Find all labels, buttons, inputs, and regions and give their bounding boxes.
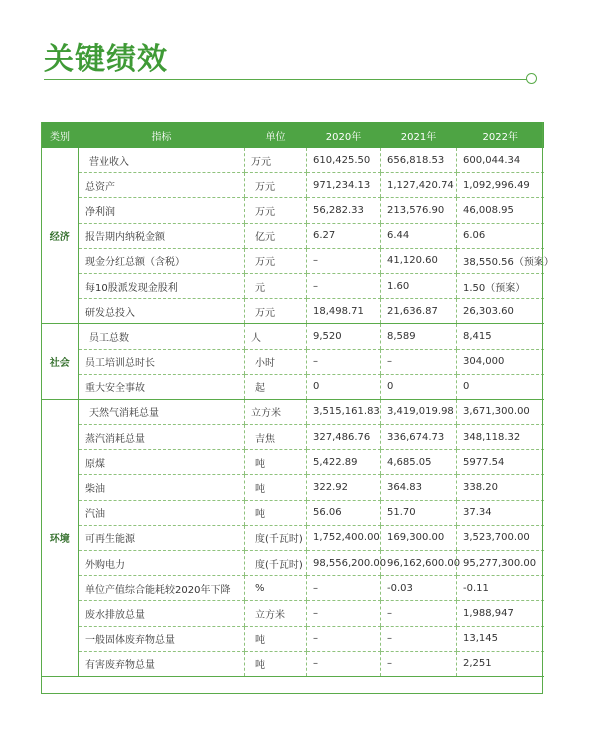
table-row [42, 651, 544, 676]
metric-cell: 天然气消耗总量 [79, 399, 245, 424]
value-2022-cell: 600,044.34 [457, 148, 544, 173]
metric-cell: 有害废弃物总量 [79, 651, 245, 676]
table-row [42, 248, 544, 273]
value-2022-cell: 13,145 [457, 626, 544, 651]
unit-cell: 吨 [245, 626, 307, 651]
value-2021-cell: 6.44 [381, 223, 457, 248]
table-row [42, 299, 544, 324]
value-2020-cell: – [307, 349, 381, 374]
value-2021-cell: 1,127,420.74 [381, 173, 457, 198]
value-2021-cell: 4,685.05 [381, 450, 457, 475]
table-body [42, 148, 554, 676]
unit-cell: 起 [245, 374, 307, 399]
value-2021-cell: 41,120.60 [381, 248, 457, 273]
value-2020-cell: – [307, 651, 381, 676]
value-2020-cell: 9,520 [307, 324, 381, 349]
unit-cell: 万元 [245, 173, 307, 198]
value-2022-cell: 3,671,300.00 [457, 399, 544, 424]
table-row [42, 500, 544, 525]
metric-cell: 蒸汽消耗总量 [79, 425, 245, 450]
unit-cell: 吨 [245, 651, 307, 676]
unit-cell: 小时 [245, 349, 307, 374]
metric-cell: 原煤 [79, 450, 245, 475]
value-2022-cell: 0 [457, 374, 544, 399]
table-row [42, 273, 544, 298]
value-2021-cell: – [381, 651, 457, 676]
value-2021-cell: -0.03 [381, 576, 457, 601]
table-row [42, 223, 544, 248]
table-row [42, 450, 544, 475]
value-2022-cell: 1.50（预案） [457, 273, 544, 298]
metric-cell: 报告期内纳税金额 [79, 223, 245, 248]
unit-cell: 万元 [245, 198, 307, 223]
value-2020-cell: 5,422.89 [307, 450, 381, 475]
value-2020-cell: – [307, 248, 381, 273]
value-2022-cell: 26,303.60 [457, 299, 544, 324]
metric-cell: 一般固体废弃物总量 [79, 626, 245, 651]
table-row [42, 475, 544, 500]
table-row [42, 324, 544, 349]
value-2020-cell: 327,486.76 [307, 425, 381, 450]
table-row [42, 626, 544, 651]
unit-cell: 人 [245, 324, 307, 349]
table-row [42, 148, 544, 173]
unit-cell: 万元 [245, 299, 307, 324]
unit-cell: 吨 [245, 500, 307, 525]
value-2020-cell: 610,425.50 [307, 148, 381, 173]
value-2021-cell: 0 [381, 374, 457, 399]
table-row [42, 198, 544, 223]
value-2021-cell: 96,162,600.00 [381, 551, 457, 576]
unit-cell: 度(千瓦时) [245, 525, 307, 550]
value-2022-cell: 348,118.32 [457, 425, 544, 450]
unit-cell: 吉焦 [245, 425, 307, 450]
metric-cell: 废水排放总量 [79, 601, 245, 626]
value-2021-cell: 364.83 [381, 475, 457, 500]
unit-cell: 万元 [245, 148, 307, 173]
value-2021-cell: – [381, 626, 457, 651]
value-2022-cell: 2,251 [457, 651, 544, 676]
value-2021-cell: 656,818.53 [381, 148, 457, 173]
category-cell: 社会 [42, 324, 79, 400]
value-2020-cell: 56.06 [307, 500, 381, 525]
value-2020-cell: 3,515,161.83 [307, 399, 381, 424]
unit-cell: 元 [245, 273, 307, 298]
metric-cell: 现金分红总额（含税） [79, 248, 245, 273]
unit-cell: 亿元 [245, 223, 307, 248]
value-2022-cell: 37.34 [457, 500, 544, 525]
header-2020: 2020年 [307, 122, 381, 148]
table-row [42, 551, 544, 576]
metric-cell: 重大安全事故 [79, 374, 245, 399]
value-2022-cell: 1,988,947 [457, 601, 544, 626]
metric-cell: 外购电力 [79, 551, 245, 576]
value-2021-cell: 213,576.90 [381, 198, 457, 223]
metric-cell: 柴油 [79, 475, 245, 500]
metric-cell: 员工培训总时长 [79, 349, 245, 374]
table-row [42, 349, 544, 374]
title-divider [44, 79, 527, 80]
value-2022-cell: 3,523,700.00 [457, 525, 544, 550]
value-2022-cell: 338.20 [457, 475, 544, 500]
metric-cell: 研发总投入 [79, 299, 245, 324]
header-2021: 2021年 [381, 122, 457, 148]
metric-cell: 总资产 [79, 173, 245, 198]
value-2021-cell: 169,300.00 [381, 525, 457, 550]
unit-cell: 立方米 [245, 601, 307, 626]
category-cell: 环境 [42, 399, 79, 676]
value-2021-cell: 336,674.73 [381, 425, 457, 450]
value-2020-cell: 0 [307, 374, 381, 399]
metric-cell: 员工总数 [79, 324, 245, 349]
metric-cell: 可再生能源 [79, 525, 245, 550]
page-title: 关键绩效 [44, 42, 168, 77]
value-2022-cell: 46,008.95 [457, 198, 544, 223]
table-row [42, 601, 544, 626]
unit-cell: 立方米 [245, 399, 307, 424]
value-2021-cell: 3,419,019.98 [381, 399, 457, 424]
metric-cell: 单位产值综合能耗较2020年下降 [79, 576, 245, 601]
value-2020-cell: – [307, 601, 381, 626]
value-2020-cell: 322.92 [307, 475, 381, 500]
value-2022-cell: 6.06 [457, 223, 544, 248]
value-2020-cell: 971,234.13 [307, 173, 381, 198]
value-2021-cell: – [381, 601, 457, 626]
value-2020-cell: – [307, 626, 381, 651]
table-row [42, 399, 544, 424]
table-row [42, 173, 544, 198]
metric-cell: 营业收入 [79, 148, 245, 173]
value-2022-cell: 8,415 [457, 324, 544, 349]
table-header-row [42, 122, 544, 148]
value-2021-cell: 8,589 [381, 324, 457, 349]
unit-cell: 吨 [245, 450, 307, 475]
value-2021-cell: 1.60 [381, 273, 457, 298]
metric-cell: 净利润 [79, 198, 245, 223]
category-cell: 经济 [42, 148, 79, 324]
header-metric: 指标 [79, 122, 245, 148]
value-2020-cell: 6.27 [307, 223, 381, 248]
value-2022-cell: 1,092,996.49 [457, 173, 544, 198]
value-2022-cell: 95,277,300.00 [457, 551, 544, 576]
value-2022-cell: 5977.54 [457, 450, 544, 475]
header-2022: 2022年 [457, 122, 544, 148]
value-2022-cell: 304,000 [457, 349, 544, 374]
value-2022-cell: 38,550.56（预案） [457, 248, 544, 273]
unit-cell: % [245, 576, 307, 601]
unit-cell: 吨 [245, 475, 307, 500]
metric-cell: 汽油 [79, 500, 245, 525]
table-row [42, 374, 544, 399]
value-2020-cell: 1,752,400.00 [307, 525, 381, 550]
value-2020-cell: 56,282.33 [307, 198, 381, 223]
value-2020-cell: 18,498.71 [307, 299, 381, 324]
table-row [42, 425, 544, 450]
key-performance-table [41, 122, 554, 677]
header-category: 类别 [42, 122, 79, 148]
value-2020-cell: 98,556,200.00 [307, 551, 381, 576]
value-2021-cell: 51.70 [381, 500, 457, 525]
metric-cell: 每10股派发现金股利 [79, 273, 245, 298]
table-row [42, 525, 544, 550]
value-2021-cell: 21,636.87 [381, 299, 457, 324]
unit-cell: 万元 [245, 248, 307, 273]
value-2021-cell: – [381, 349, 457, 374]
unit-cell: 度(千瓦时) [245, 551, 307, 576]
value-2020-cell: – [307, 273, 381, 298]
value-2022-cell: -0.11 [457, 576, 544, 601]
table-row [42, 576, 544, 601]
value-2020-cell: – [307, 576, 381, 601]
divider-end-circle-icon [526, 73, 537, 84]
header-unit: 单位 [245, 122, 307, 148]
